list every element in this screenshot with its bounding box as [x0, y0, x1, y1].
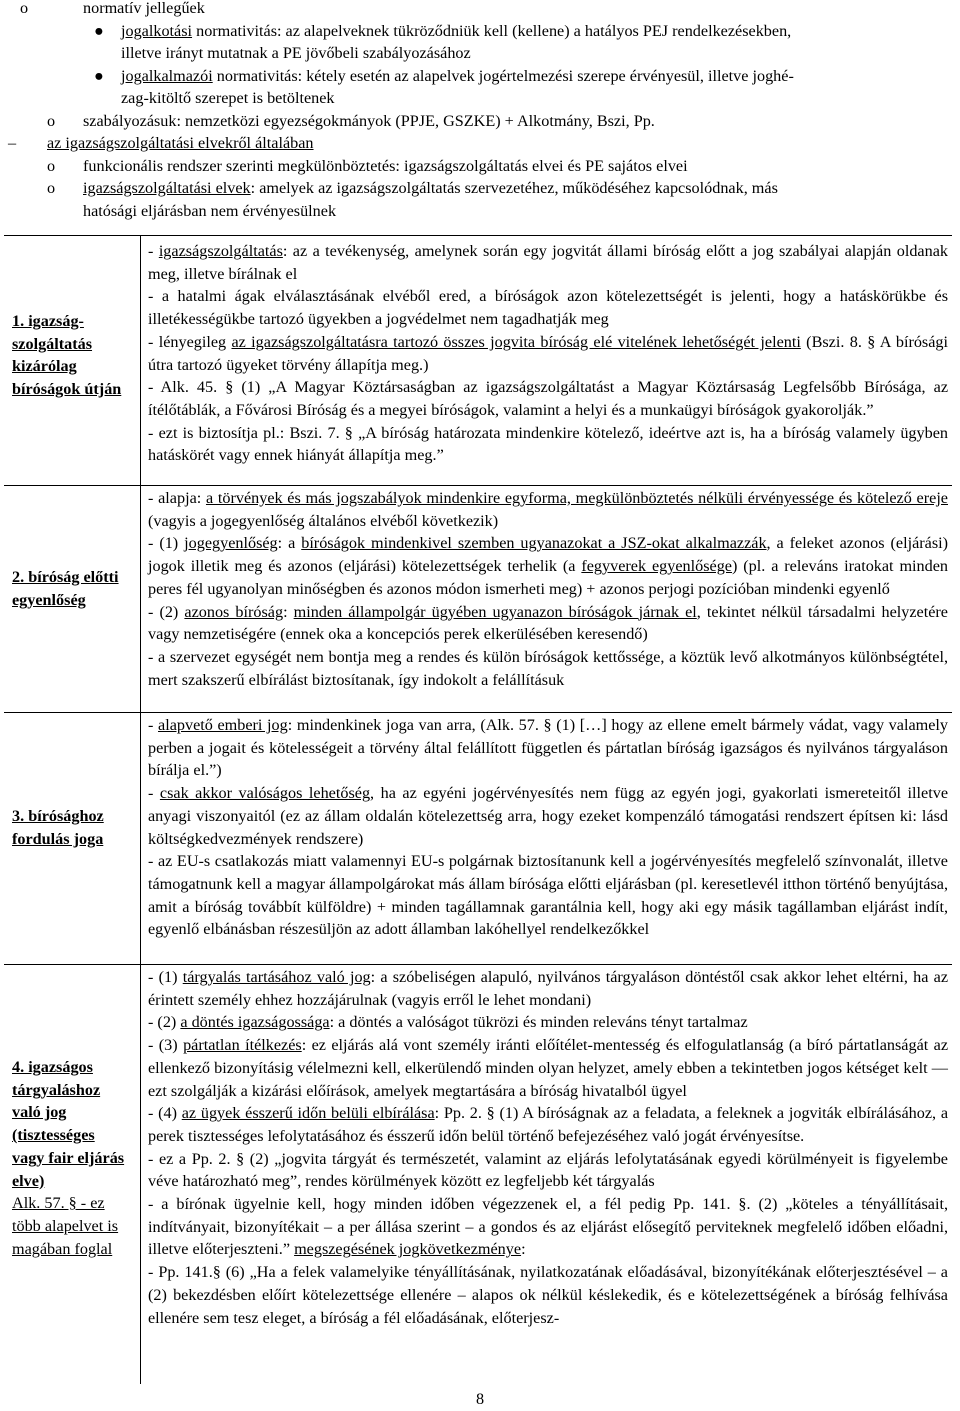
term: az ügyek ésszerű időn belüli elbírálása	[181, 1104, 435, 1123]
text: - lényegileg	[148, 332, 232, 351]
term: bíróságok mindenkivel szemben ugyanazokat a JSZ-okat alkalmazzák	[301, 534, 767, 553]
intro-line	[0, 0, 960, 20]
text: : Pp. 2. § (1) A bíróságnak az a feladata, a feleknek a jogviták elbírálásához, a perek tisztességes lefolytatásához és ésszerű időn belül történő befejezéséhez való jogát érvényesítse.	[148, 1104, 949, 1145]
intro-text: zag-kitöltő szerepet is betöltenek	[121, 89, 335, 107]
intro-line	[0, 177, 960, 200]
text: , tekintet nélkül társadalmi helyzetére vagy nemzetiségére (ennek oka a koncepciós perek elkerülésében keresendő)	[148, 602, 948, 644]
term: csak akkor valóságos lehetőség	[159, 784, 371, 803]
term: a döntés igazságossága	[180, 1013, 330, 1032]
text: : mindenkinek joga van arra, (Alk. 57. § (1) […] hogy az ellene emelt bármely vádat, vagy valamely perben a jogait és kötelességeit a törvény által felállított független és pártatlan bíróság igazságos és nyilvános tárgyaláson bírálja el.”)	[148, 716, 949, 780]
table-row	[4, 712, 952, 965]
row-content	[148, 714, 948, 941]
paragraph: - Pp. 141.§ (6) „Ha a felek valamelyike tényállításának, nyilatkozatának előadásával, bizonyítékának előterjesztésével – a (2) bekezdésben előírt kötelezettsége ellenére – alapos ok nélkül késlekedik, és e kötelezettségének a bíróság felhívása ellenére sem tesz eleget, a bíróság a fél előadásának, előterjesz-	[148, 1263, 948, 1327]
text: - (1)	[148, 534, 185, 553]
paragraph	[148, 1034, 948, 1102]
intro-line	[0, 200, 960, 223]
page-number: 8	[475, 1390, 485, 1408]
paragraph	[148, 1193, 948, 1261]
term: azonos bíróság	[184, 602, 284, 621]
intro-text: normativitás: az alapelveknek tükröződniük kell (kellene) a hatályos PEJ rendelkezésekben,	[192, 21, 792, 40]
intro-text: : amelyek az igazságszolgáltatás szervezetéhez, működéséhez kapcsolódnak, más	[250, 179, 778, 197]
intro-line	[0, 132, 960, 155]
text: - (4)	[148, 1104, 182, 1123]
term: pártatlan ítélkezés	[183, 1036, 302, 1055]
round-bullet-icon: ●	[94, 66, 104, 85]
text: -	[148, 784, 160, 803]
intro-text: szabályozásuk: nemzetközi egyezségokmányok (PPJE, GSZKE) + Alkotmány, Bszi, Pp.	[83, 111, 655, 130]
intro-text: funkcionális rendszer szerinti megkülönböztetés: igazságszolgáltatás elvei és PE sajátos elvei	[83, 156, 688, 175]
term: igazságszolgáltatási elvek	[83, 179, 251, 197]
table-row	[4, 964, 952, 1384]
round-bullet-icon: ●	[94, 21, 104, 40]
text: : a szóbeliségen alapuló, nyilvános tárgyaláson döntéstől csak akkor lehet eltérni, ha az érintett személy ehhez hozzájárulnak (vagyis erről le lehet mondani)	[148, 968, 948, 1009]
paragraph	[148, 966, 948, 1011]
intro-line	[0, 20, 960, 43]
text: (vagyis a jogegyenlőség általános elvéből következik)	[148, 511, 499, 530]
row-heading-tail: Alk. 57. § - ez több alapelvet is magában foglal	[12, 1194, 119, 1258]
intro-line	[0, 65, 960, 88]
column-divider	[140, 236, 141, 1384]
text: - (1)	[148, 968, 183, 986]
text: , a feleket azonos (eljárási) jogok illetik meg és azonos (eljárási) kötelezettségek terhelik (a	[148, 534, 949, 576]
intro-line	[0, 87, 960, 110]
text: -	[148, 242, 159, 260]
term: a törvények és más jogszabályok mindenkire egyforma, megkülönböztetés nélküli érvényessége és kötelező ereje	[205, 489, 948, 507]
term: jogalkalmazói	[121, 66, 213, 85]
row-content	[148, 487, 948, 691]
term: tárgyalás tartásához való jog	[182, 968, 371, 986]
paragraph	[148, 1011, 948, 1034]
intro-text: hatósági eljárásban nem érvényesülnek	[83, 201, 337, 220]
table-row	[4, 236, 952, 486]
term: alapvető emberi jog	[158, 716, 288, 734]
row-heading	[12, 1056, 130, 1260]
text: - a bírónak ügyelnie kell, hogy minden időben végezzenek el, a fél pedig Pp. 141. §. (2) „köteles a tényállításait, indítványait, bizonyítékait – a per állása szerint – a gondos és az eljárást elősegítő perviteknek megfelelő időben előadni, illetve előterjeszteni.”	[148, 1195, 948, 1259]
text: , ha az egyéni jogérvényesítés nem függ az egyén jogi, gyakorlati ismereteitől illetve anyagi viszonyaitól (ez az állam oldalán kötelezettség arra, hogy ezeket kompenzáló támogatási rendszert építsen ki: lásd költségkedvezmények rendszere)	[148, 784, 949, 848]
circle-bullet: o	[47, 156, 56, 175]
paragraph	[148, 782, 948, 850]
text: : a döntés a valóságot tükrözi és minden releváns tényt tartalmaz	[329, 1013, 748, 1032]
row-heading-text: 4. igazságos tárgyaláshoz való jog (tisztességes vagy fair eljárás elve)	[12, 1058, 125, 1190]
term: igazságszolgáltatás	[158, 242, 283, 260]
text: - (3)	[148, 1036, 184, 1055]
row-heading: 1. igazság-szolgáltatás kizárólag bíróságok útján	[12, 312, 122, 399]
paragraph: - a szervezet egységét nem bontja meg a rendes és külön bíróságok kettőssége, a köztük levő alkotmányos különbségtétel, mert szakszerű elbírálást biztosítanak, így indokolt a felállításuk	[148, 647, 948, 689]
text: -	[148, 716, 159, 734]
paragraph	[148, 1102, 948, 1147]
row-content	[148, 966, 948, 1329]
principles-table	[4, 235, 952, 1384]
paragraph: - ezt is biztosítja pl.: Bszi. 7. § „A bíróság határozata mindenkire kötelező, ideértve azt is, ha a bíróság valamely ügyben hatáskörét vagy ennek hiányát állapítja meg.”	[148, 423, 948, 465]
text: : az a tevékenység, amelynek során egy jogvitát állami bíróság előtt a jog szabályai alapján oldanak meg, illetve bírálnak el	[148, 242, 948, 283]
paragraph: - ez a Pp. 2. § (2) „jogvita tárgyát és természetét, valamint az eljárás lefolytatásának egyedi körülményeit is figyelembe véve határozható meg”, rendes körülmények között ez legfeljebb két tárgyalás	[148, 1149, 948, 1191]
circle-bullet: o	[47, 179, 56, 197]
paragraph	[148, 714, 948, 782]
circle-bullet: o	[20, 0, 29, 17]
text: :	[521, 1240, 526, 1259]
term: jogegyenlőség	[184, 534, 278, 553]
circle-bullet: o	[47, 111, 56, 130]
text: :	[283, 602, 294, 621]
text: : a	[277, 534, 302, 553]
intro-text: illetve irányt mutatnak a PE jövőbeli szabályozásához	[121, 44, 471, 62]
table-row	[4, 485, 952, 713]
term: fegyverek egyenlősége	[581, 557, 732, 576]
text: - alapja:	[148, 489, 206, 507]
dash-bullet: –	[8, 134, 17, 152]
text: (Bszi. 8. § A bírósági útra tartozó ügyeket törvény állapítja meg.)	[148, 332, 949, 374]
paragraph: - Alk. 45. § (1) „A Magyar Köztársaságban az igazságszolgáltatást a Magyar Köztársaság Legfelsőbb Bírósága, az ítélőtáblák, a Fővárosi Bíróság és a megyei bíróságok, valamint a helyi és a munkaügyi bíróságok gyakorolják.”	[148, 378, 948, 419]
row-heading: 3. bírósághoz fordulás joga	[12, 807, 104, 848]
section-heading: az igazságszolgáltatási elvekről általában	[47, 134, 314, 152]
text: - (2)	[148, 1013, 181, 1032]
intro-text: normatív jellegűek	[83, 0, 205, 17]
intro-text: normativitás: kétely esetén az alapelvek jogértelmezési szerepe érvényesül, illetve joghé-	[212, 66, 794, 85]
paragraph: - az EU-s csatlakozás miatt valamennyi EU-s polgárnak biztosítanunk kell a jogérvényesítés megfelelő színvonalát, illetve támogatnunk kell a magyar állampolgárokat más állam bírósága előtti eljárásban (pl. keresetlevél itthon történő benyújtása, amit a bíróság továbbít külföldre) + minden tagállamnak garantálnia kell, hogy aki egy másik tagállamban eljárást indít, egyenlő elbánásban részesüljön az adott államban lakóhellyel rendelkezőkkel	[148, 852, 948, 939]
term: az igazságszolgáltatásra tartozó összes jogvita bíróság elé vitelének lehetőségét jelenti	[231, 332, 801, 351]
row-content	[148, 240, 948, 467]
text: ) (pl. a releváns iratokat minden peres fél ugyanolyan minőségben és azonos módon ismerheti meg) + azonos perjogi pozícióban mindenki egyenlő	[148, 557, 949, 598]
paragraph: - a hatalmi ágak elválasztásának elvéből ered, a bíróságok azon kötelezettségét is jelenti, hogy a hatáskörükbe és illetékességükbe tartozó ügyekben a jogvédelmet nem tagadhatják meg	[148, 287, 948, 329]
text: - (2)	[148, 602, 185, 621]
row-heading: 2. bíróság előtti egyenlőség	[12, 568, 119, 609]
text: : ez eljárás alá vont személy iránti előítélet-mentesség és elfogulatlanság (a bíró pártatlanságát az ellenkező bizonyításig vélelmezni kell, elkerülendő minden olyan helyzet, amely ebben a tekintetben jogos kétséget kelt — ezt szolgálják a kizárási előírások, amelyek megtartására a bíróság hivatalból ügyel	[148, 1036, 949, 1100]
intro-line	[0, 42, 960, 65]
intro-section	[0, 0, 960, 222]
term: megszegésének jogkövetkezménye	[294, 1240, 522, 1259]
term: minden állampolgár ügyében ugyanazon bíróságok járnak el	[293, 602, 697, 621]
intro-line	[0, 110, 960, 133]
intro-line	[0, 155, 960, 178]
term: jogalkotási	[121, 21, 193, 40]
